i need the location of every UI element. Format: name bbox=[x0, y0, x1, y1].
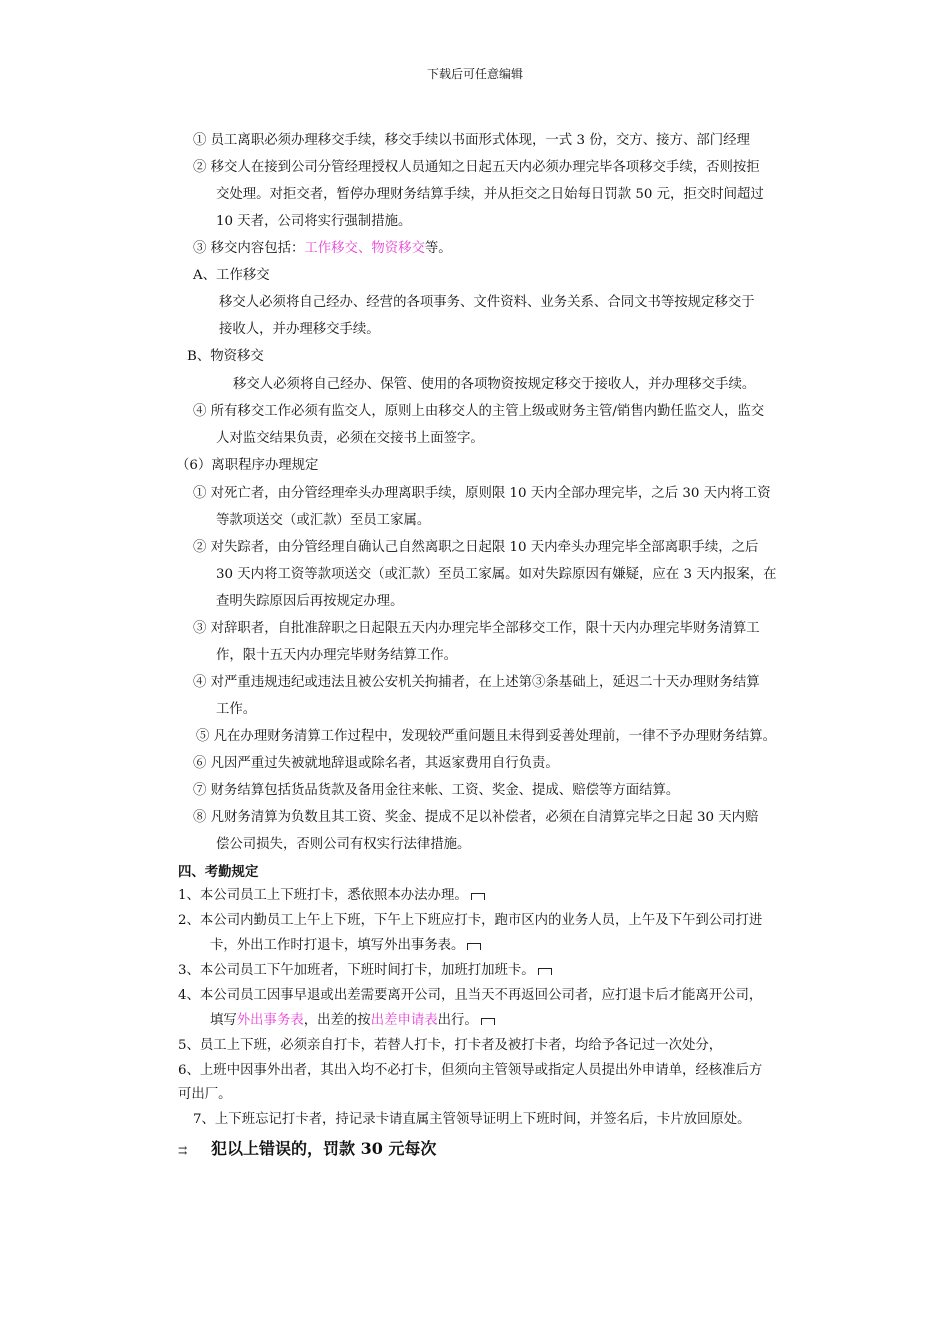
procedure-item-3-line-2: 作，限十五天内办理完毕财务结算工作。 bbox=[216, 648, 458, 663]
rule-4-text-a: 填写 bbox=[210, 1013, 237, 1028]
business-trip-form-link: 出差申请表 bbox=[370, 1013, 438, 1028]
procedure-item-1-line-1: ① 对死亡者，由分管经理牵头办理离职手续，原则限 10 天内全部办理完毕，之后 30 天内将工资 bbox=[193, 486, 771, 501]
return-mark-icon bbox=[467, 943, 481, 950]
handover-item-3-suffix: 等。 bbox=[424, 241, 452, 256]
handover-item-3-prefix: ③ 移交内容包括： bbox=[193, 241, 305, 256]
attendance-rule-5: 5、员工上下班，必须亲自打卡，若替人打卡，打卡者及被打卡者，均给予各记过一次处分， bbox=[178, 1038, 723, 1053]
procedure-item-8-line-2: 偿公司损失，否则公司有权实行法律措施。 bbox=[216, 837, 471, 852]
outing-form-link: 外出事务表 bbox=[236, 1013, 304, 1028]
procedure-item-5: ⑤ 凡在办理财务清算工作过程中，发现较严重问题且未得到妥善处理前，一律不予办理财务结算。 bbox=[196, 729, 777, 744]
attendance-rule-2-line-2-text: 卡，外出工作时打退卡，填写外出事务表。 bbox=[210, 938, 465, 953]
attendance-rule-1 bbox=[178, 887, 485, 905]
attendance-rule-7: 7、上下班忘记打卡者，持记录卡请直属主管领导证明上下班时间，并签名后，卡片放回原处。 bbox=[193, 1112, 751, 1127]
attendance-rule-1-text: 1、本公司员工上下班打卡，悉依照本办法办理。 bbox=[178, 888, 468, 903]
handover-item-4-line-1: ④ 所有移交工作必须有监交人，原则上由移交人的主管上级或财务主管/销售内勤任监交人，监交 bbox=[193, 404, 765, 419]
procedure-item-2-line-3: 查明失踪原因后再按规定办理。 bbox=[216, 594, 404, 609]
handover-item-2-line-2: 交处理。对拒交者，暂停办理财务结算手续，并从拒交之日始每日罚款 50 元，拒交时间超过 bbox=[216, 187, 764, 202]
procedure-item-7: ⑦ 财务结算包括货品货款及备用金往来帐、工资、奖金、提成、赔偿等方面结算。 bbox=[193, 783, 680, 798]
procedure-item-8-line-1: ⑧ 凡财务清算为负数且其工资、奖金、提成不足以补偿者，必须在自清算完毕之日起 30 天内赔 bbox=[193, 810, 759, 825]
arrow-icon: ⇉ bbox=[178, 1144, 188, 1157]
procedure-item-4-line-2: 工作。 bbox=[216, 702, 257, 717]
attendance-rule-2-line-1: 2、本公司内勤员工上午上下班，下午上下班应打卡，跑市区内的业务人员，上午及下午到公司打进 bbox=[178, 913, 763, 928]
handover-item-4-line-2: 人对监交结果负责，必须在交接书上面签字。 bbox=[216, 431, 484, 446]
page-header: 下载后可任意编辑 bbox=[426, 67, 523, 81]
attendance-rule-3-text: 3、本公司员工下午加班者，下班时间打卡，加班打加班卡。 bbox=[178, 963, 535, 978]
procedure-item-4-line-1: ④ 对严重违规违纪或违法且被公安机关拘捕者，在上述第③条基础上，延迟二十天办理财务结算 bbox=[193, 675, 760, 690]
attendance-title: 四、考勤规定 bbox=[178, 864, 259, 880]
attendance-rule-6-line-2: 可出厂。 bbox=[178, 1087, 232, 1102]
handover-item-3 bbox=[193, 240, 452, 258]
procedure-item-2-line-1: ② 对失踪者，由分管经理自确认己自然离职之日起限 10 天内牵头办理完毕全部离职手续，之后 bbox=[193, 540, 759, 555]
procedure-item-3-line-1: ③ 对辞职者，自批准辞职之日起限五天内办理完毕全部移交工作，限十天内办理完毕财务清算工 bbox=[193, 621, 760, 636]
procedure-item-6: ⑥ 凡因严重过失被就地辞退或除名者，其返家费用自行负责。 bbox=[193, 756, 559, 771]
return-mark-icon bbox=[481, 1018, 495, 1025]
procedure-item-1-line-2: 等款项送交（或汇款）至员工家属。 bbox=[216, 513, 431, 528]
return-mark-icon bbox=[538, 968, 552, 975]
procedure-item-2-line-2: 30 天内将工资等款项送交（或汇款）至员工家属。如对失踪原因有嫌疑，应在 3 天内报案，在 bbox=[216, 567, 777, 582]
attendance-rule-2-line-2 bbox=[210, 937, 481, 955]
penalty-note: 犯以上错误的，罚款 30 元每次 bbox=[211, 1139, 437, 1158]
return-mark-icon bbox=[471, 893, 485, 900]
handover-item-3-highlight: 工作移交、物资移交 bbox=[304, 241, 425, 256]
asset-handover-title: B、物资移交 bbox=[187, 349, 264, 364]
attendance-rule-3 bbox=[178, 962, 552, 980]
asset-handover-line-1: 移交人必须将自己经办、保管、使用的各项物资按规定移交于接收人，并办理移交手续。 bbox=[233, 377, 756, 392]
handover-item-1: ① 员工离职必须办理移交手续，移交手续以书面形式体现，一式 3 份，交方、接方、部门经理 bbox=[193, 133, 750, 148]
attendance-rule-4-line-1: 4、本公司员工因事早退或出差需要离开公司，且当天不再返回公司者，应打退卡后才能离开公司， bbox=[178, 988, 763, 1003]
handover-item-2-line-1: ② 移交人在接到公司分管经理授权人员通知之日起五天内必须办理完毕各项移交手续，否则按拒 bbox=[193, 160, 760, 175]
rule-4-text-e: 出行。 bbox=[437, 1013, 478, 1028]
work-handover-line-1: 移交人必须将自己经办、经营的各项事务、文件资料、业务关系、合同文书等按规定移交于 bbox=[219, 295, 755, 310]
attendance-rule-4-line-2 bbox=[210, 1012, 495, 1030]
handover-item-2-line-3: 10 天者，公司将实行强制措施。 bbox=[216, 214, 412, 229]
rule-4-text-c: ，出差的按 bbox=[303, 1013, 371, 1028]
work-handover-title: A、工作移交 bbox=[193, 268, 270, 283]
work-handover-line-2: 接收人，并办理移交手续。 bbox=[219, 322, 380, 337]
procedure-title: （6）离职程序办理规定 bbox=[176, 458, 319, 473]
attendance-rule-6-line-1: 6、上班中因事外出者，其出入均不必打卡，但须向主管领导或指定人员提出外申请单，经核准后方 bbox=[178, 1063, 763, 1078]
